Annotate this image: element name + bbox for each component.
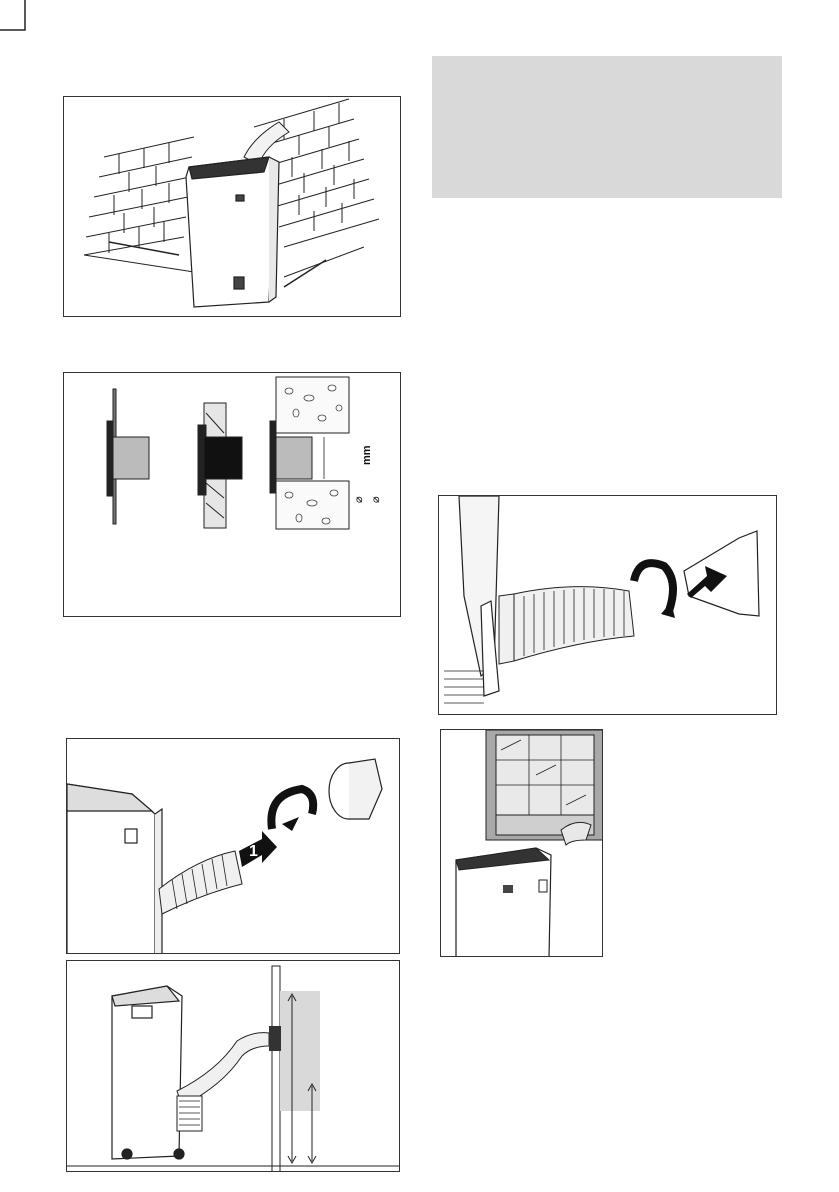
unit-through-wall-icon xyxy=(67,961,400,1172)
diameter-symbol: ⌀ xyxy=(352,496,365,503)
unit-label-mm: mm xyxy=(361,445,373,465)
note-box xyxy=(432,56,782,198)
hose-connection-icon xyxy=(67,739,400,954)
step-number: 1 xyxy=(249,843,258,860)
unit-near-brick-wall-icon xyxy=(64,97,401,317)
diameter-symbol: ⌀ xyxy=(369,496,382,503)
figure-wall-exit xyxy=(66,960,400,1172)
wall-hole-sections-icon xyxy=(64,373,401,617)
figure-window-adapter xyxy=(438,495,777,715)
figure-installation-room xyxy=(63,96,401,317)
figure-hose-attach xyxy=(66,738,400,954)
window-adapter-twist-icon xyxy=(439,496,777,715)
figure-window-install xyxy=(440,729,603,957)
crop-mark-icon xyxy=(0,0,40,60)
figure-wall-hole xyxy=(63,372,401,617)
unit-at-window-icon xyxy=(441,730,603,957)
